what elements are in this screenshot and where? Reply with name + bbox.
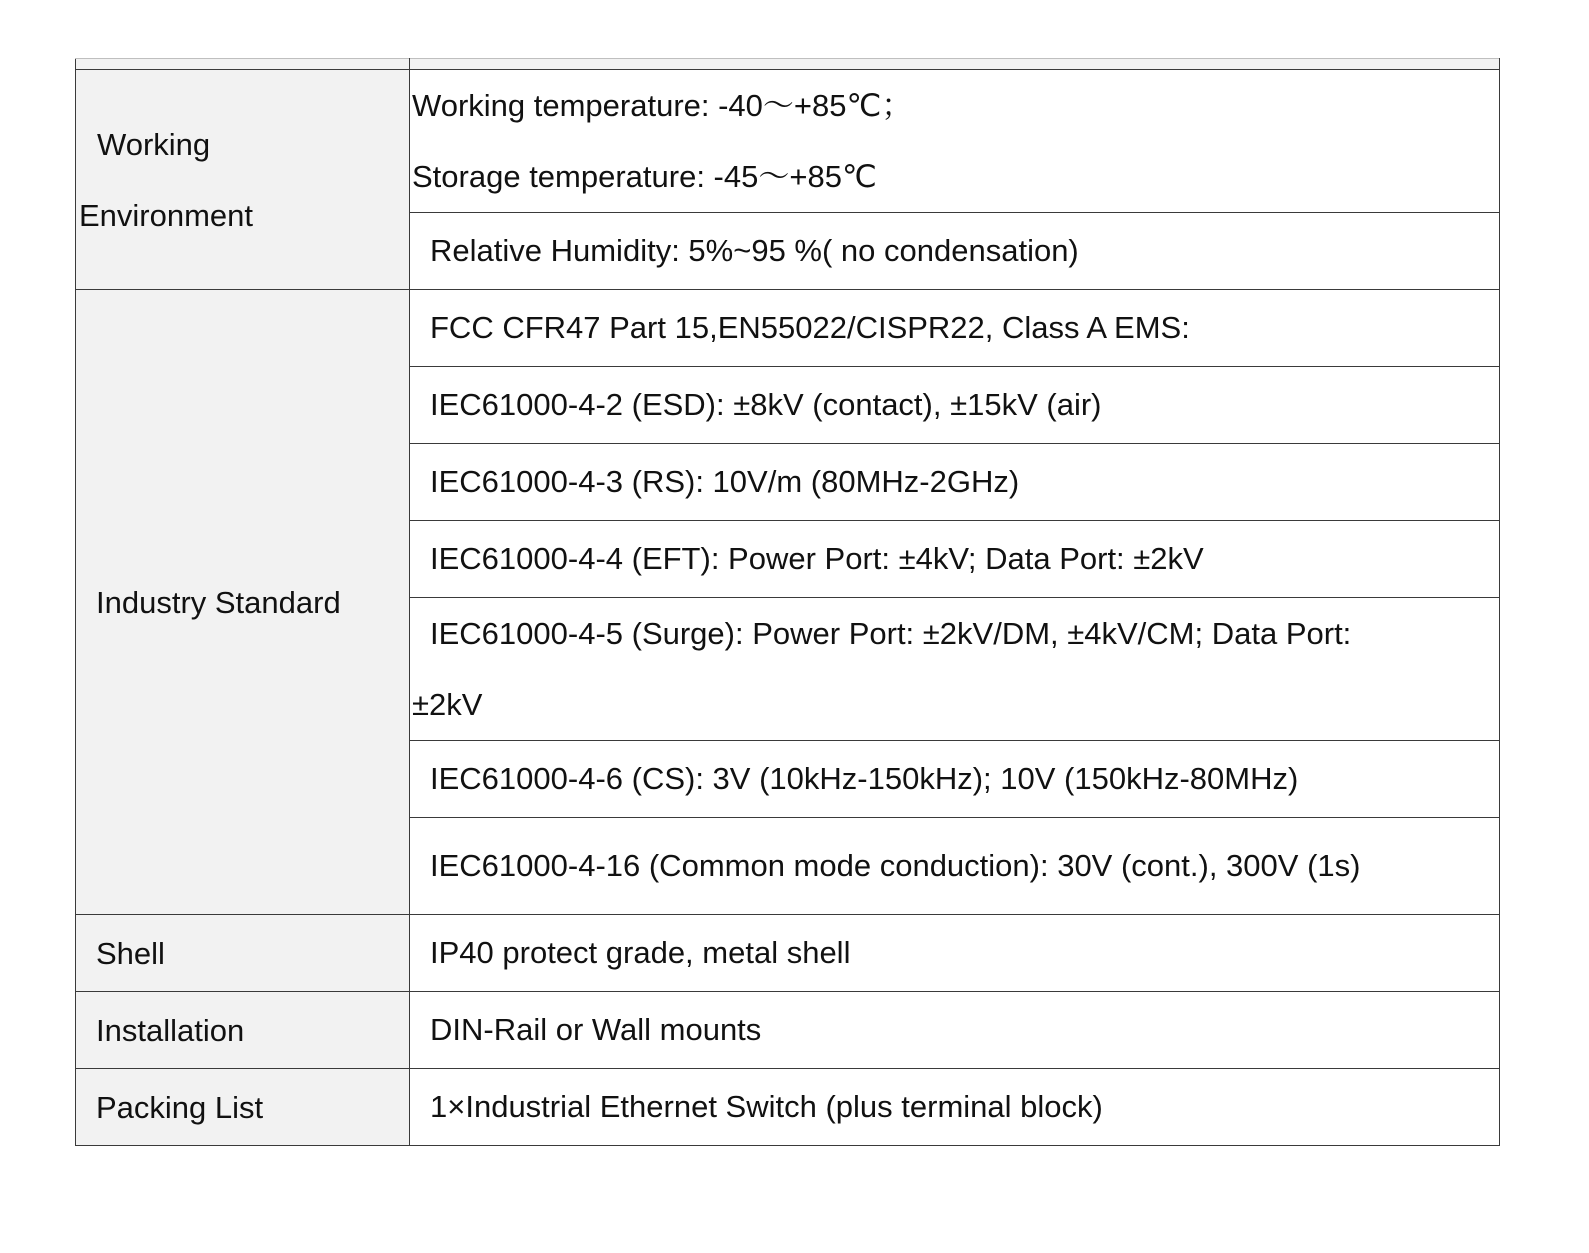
value-line: Working temperature: -40～+85℃； [412, 88, 913, 123]
table-top-strip [76, 59, 1500, 70]
value-temperature [410, 70, 1500, 213]
table-row [76, 70, 1500, 213]
value-line: ±2kV [412, 687, 483, 722]
value-packing-list: 1×Industrial Ethernet Switch (plus terminal block) [410, 1069, 1500, 1146]
value-humidity: Relative Humidity: 5%~95 %( no condensation) [410, 213, 1500, 290]
value-common-mode: IEC61000-4-16 (Common mode conduction): 30V (cont.), 300V (1s) [410, 818, 1500, 915]
value-cs: IEC61000-4-6 (CS): 3V (10kHz-150kHz); 10V (150kHz-80MHz) [410, 741, 1500, 818]
table-row [76, 290, 1500, 367]
table-row [76, 915, 1500, 992]
label-line: Working [97, 126, 211, 162]
label-industry-standard: Industry Standard [76, 290, 410, 915]
value-esd: IEC61000-4-2 (ESD): ±8kV (contact), ±15kV (air) [410, 367, 1500, 444]
value-fcc: FCC CFR47 Part 15,EN55022/CISPR22, Class A EMS: [410, 290, 1500, 367]
value-eft: IEC61000-4-4 (EFT): Power Port: ±4kV; Data Port: ±2kV [410, 521, 1500, 598]
label-line: Environment [79, 197, 254, 233]
label-installation: Installation [76, 992, 410, 1069]
spec-table [75, 58, 1500, 1146]
value-installation: DIN-Rail or Wall mounts [410, 992, 1500, 1069]
label-working-environment [76, 70, 410, 290]
label-packing-list: Packing List [76, 1069, 410, 1146]
table-row [76, 992, 1500, 1069]
value-rs: IEC61000-4-3 (RS): 10V/m (80MHz-2GHz) [410, 444, 1500, 521]
label-shell: Shell [76, 915, 410, 992]
table-row [76, 1069, 1500, 1146]
value-line: IEC61000-4-5 (Surge): Power Port: ±2kV/DM, ±4kV/CM; Data Port: [430, 616, 1352, 651]
value-surge [410, 598, 1500, 741]
value-shell: IP40 protect grade, metal shell [410, 915, 1500, 992]
value-line: Storage temperature: -45～+85℃ [412, 159, 877, 194]
